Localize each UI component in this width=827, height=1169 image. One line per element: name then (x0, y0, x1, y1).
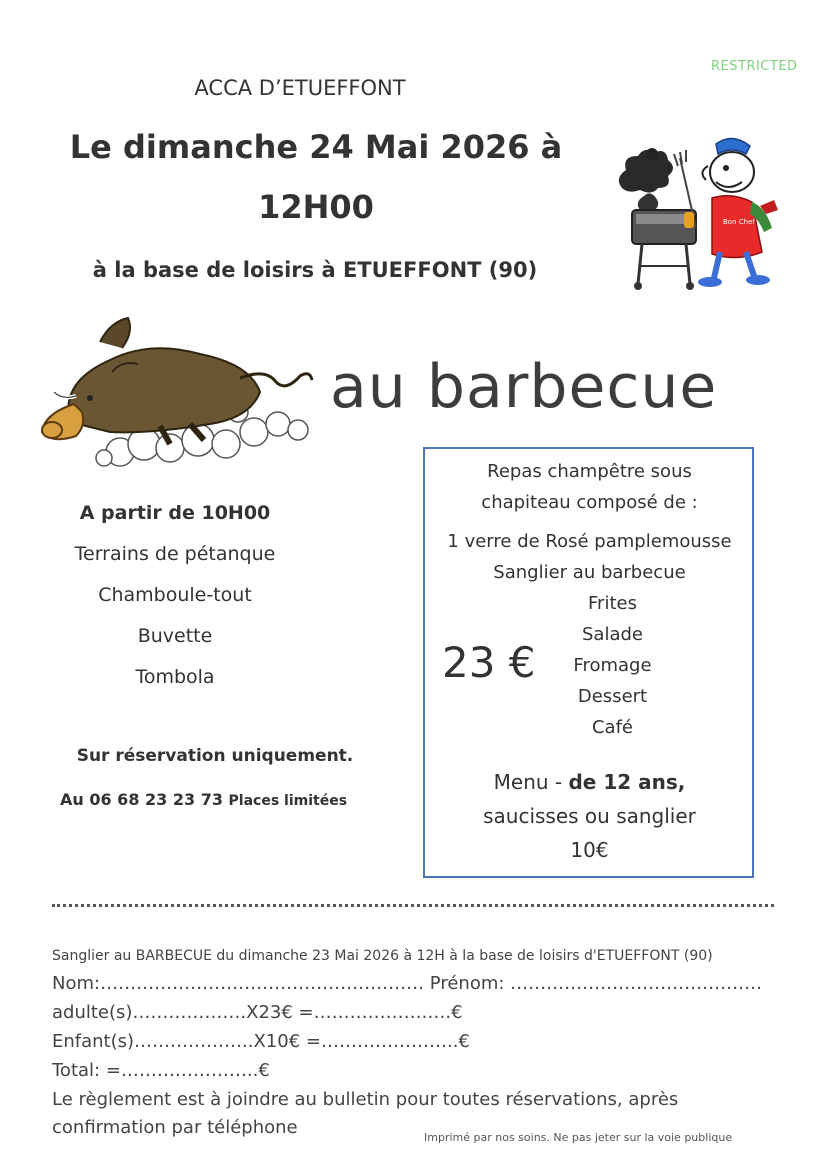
menu-item: 1 verre de Rosé pamplemousse (447, 531, 732, 552)
event-venue: à la base de loisirs à ETUEFFONT (90) (92, 258, 538, 282)
form-payment-line: confirmation par téléphone (52, 1117, 298, 1138)
apron-text: Bon Chef (723, 218, 755, 226)
restricted-stamp: RESTRICTED (711, 59, 798, 74)
form-payment-line: Le règlement est à joindre au bulletin pour toutes réservations, après (52, 1089, 679, 1110)
activity-item: Tombola (135, 666, 215, 688)
phone-number: Au 06 68 23 23 73 (60, 790, 223, 809)
form-name-line[interactable]: Nom:……………………………………………… Prénom: …………………………………… (52, 973, 763, 994)
event-title: au barbecue (330, 352, 718, 422)
form-title: Sanglier au BARBECUE du dimanche 23 Mai 2026 à 12H à la base de loisirs d'ETUEFFONT (90) (52, 948, 713, 964)
menu-intro (425, 456, 754, 518)
activity-item: Buvette (137, 625, 213, 647)
menu-item: Café (591, 717, 633, 738)
form-child-line[interactable]: Enfant(s)………………..X10€ =…………………..€ (52, 1031, 470, 1052)
cut-line (52, 904, 774, 907)
reservation-phone (60, 790, 347, 809)
activities-heading: A partir de 10H00 (79, 502, 271, 524)
places-limited: Places limitées (228, 793, 348, 809)
menu-item: Fromage (573, 655, 652, 676)
kids-menu-age: de 12 ans, (568, 770, 686, 794)
menu-price: 23 € (442, 638, 536, 687)
kids-menu-line (425, 765, 754, 799)
activity-item: Terrains de pétanque (74, 543, 276, 565)
menu-item: Frites (588, 593, 637, 614)
form-total-line[interactable]: Total: =…………………..€ (52, 1060, 270, 1081)
event-date: Le dimanche 24 Mai 2026 à (69, 128, 563, 166)
organization-name: ACCA D’ETUEFFONT (194, 76, 406, 100)
menu-item: Salade (582, 624, 643, 645)
kids-menu-line: saucisses ou sanglier (483, 804, 696, 828)
menu-items (425, 526, 754, 743)
activity-item: Chamboule-tout (98, 584, 252, 606)
boar-illustration (40, 312, 325, 477)
reservation-note: Sur réservation uniquement. (76, 746, 354, 766)
kids-menu (425, 765, 754, 867)
event-time: 12H00 (258, 188, 374, 226)
form-adult-line[interactable]: adulte(s)……………….X23€ =……………….….€ (52, 1002, 463, 1023)
menu-item: Dessert (577, 686, 648, 707)
kids-menu-price: 10€ (570, 838, 609, 862)
activities-list (30, 500, 320, 688)
chef-grill-illustration (612, 128, 788, 298)
kids-menu-prefix: Menu - (493, 770, 569, 794)
menu-intro-line: Repas champêtre sous (487, 461, 692, 482)
menu-item: Sanglier au barbecue (493, 562, 686, 583)
printed-note: Imprimé par nos soins. Ne pas jeter sur la voie publique (424, 1131, 733, 1144)
menu-intro-line: chapiteau composé de : (481, 492, 698, 513)
